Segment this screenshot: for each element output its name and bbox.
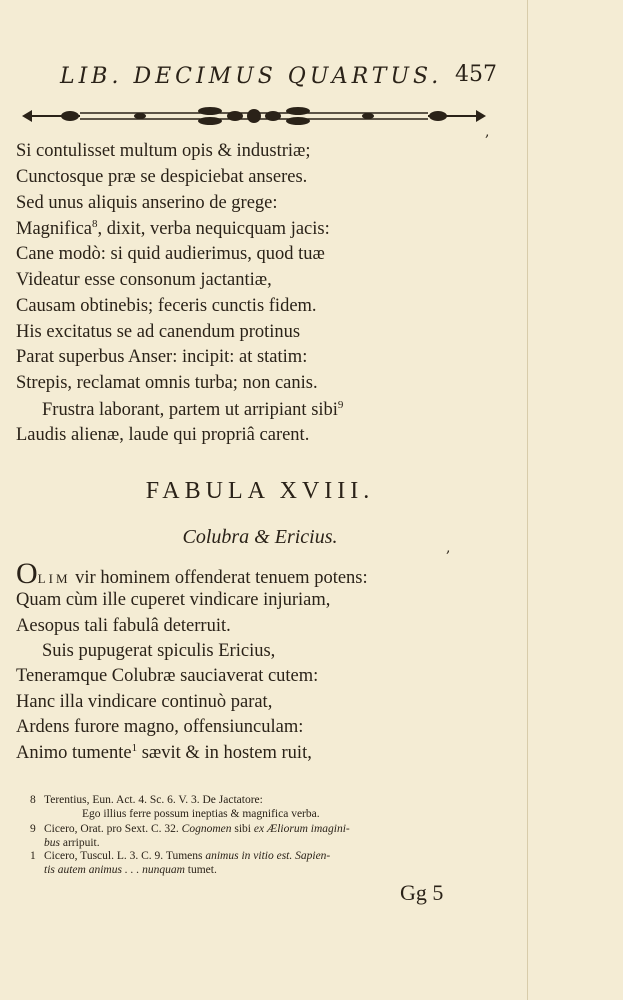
footnote-text: Cicero, Tuscul. L. 3. C. 9. Tumens xyxy=(44,850,206,862)
stray-mark: , xyxy=(446,540,451,556)
verse-text: Parat superbus Anser: incipit: at statim: xyxy=(16,347,308,368)
footnote-text: sibi xyxy=(231,823,254,835)
verse-text: Cane modò: si quid audierimus, quod tuæ xyxy=(16,244,325,265)
small-caps-word: LIM xyxy=(37,571,71,586)
verse-text: , dixit, verba nequicquam jacis: xyxy=(97,219,330,240)
verse-text: Laudis alienæ, laude qui propriâ carent. xyxy=(16,424,310,445)
verse-text: Quam cùm ille cuperet vindicare injuriam, xyxy=(16,590,331,611)
verse-text: Animo tumente xyxy=(16,743,132,764)
footnote-ref: 8 xyxy=(92,218,98,231)
footnote-line xyxy=(82,808,320,820)
footnote-line xyxy=(30,850,330,862)
footnote-number: 8 xyxy=(30,794,36,806)
verse-a-line xyxy=(16,373,318,394)
verse-a-line xyxy=(16,141,310,162)
verse-a-line xyxy=(16,193,278,214)
verse-b-line xyxy=(16,616,231,637)
fable-title: FABULA XVIII. xyxy=(145,478,375,504)
footnote-italic: tis autem animus . . . nunquam xyxy=(44,864,185,876)
footnote-ref: 1 xyxy=(131,742,138,755)
ornament-rule xyxy=(20,100,488,132)
verse-text: Causam obtinebis; feceris cunctis fidem. xyxy=(16,295,317,316)
stray-mark: , xyxy=(485,124,490,140)
footnote-line xyxy=(44,864,217,876)
verse-text: Sed unus aliquis anserino de grege: xyxy=(16,192,278,213)
verse-text: vir hominem offenderat tenuem potens: xyxy=(70,568,368,588)
footnote-number: 1 xyxy=(30,850,36,862)
footnote-italic: ex Æliorum imagini- xyxy=(253,823,350,835)
verse-b-line xyxy=(16,717,303,738)
verse-b-line xyxy=(16,557,368,590)
verse-b-line xyxy=(16,590,330,611)
running-head: LIB. DECIMUS QUARTUS. xyxy=(60,64,443,89)
footnote-line xyxy=(30,823,350,835)
verse-text: His excitatus se ad canendum protinus xyxy=(16,321,301,342)
verse-text: Cunctosque præ se despiciebat anseres. xyxy=(16,166,308,187)
footnote-text: Ego illius ferre possum ineptias & magnifica verba. xyxy=(82,808,320,820)
verse-text: Hanc illa vindicare continuò parat, xyxy=(16,691,273,712)
drop-cap: O xyxy=(16,557,38,590)
footnote-text: tumet. xyxy=(184,864,217,876)
verse-text: Magnifica xyxy=(16,219,93,240)
verse-a-line xyxy=(42,399,343,421)
footnote-text: arripuit. xyxy=(59,837,100,849)
verse-a-line xyxy=(16,322,300,343)
verse-text: sævit & in hostem ruit, xyxy=(137,743,312,764)
verse-text: Strepis, reclamat omnis turba; non canis. xyxy=(16,373,318,394)
footnote-number: 9 xyxy=(30,823,36,835)
page-fold-edge xyxy=(527,0,528,1000)
footnote-italic: bus xyxy=(44,837,60,849)
verse-text: Videatur esse consonum jactantiæ, xyxy=(16,270,272,290)
footnote-line xyxy=(44,837,100,849)
verse-b-line xyxy=(42,641,275,662)
verse-b-line xyxy=(16,692,272,713)
fable-subtitle: Colubra & Ericius. xyxy=(182,526,338,548)
verse-a-line xyxy=(16,347,307,368)
verse-text: Ardens furore magno, offensiunculam: xyxy=(16,716,304,737)
footnote-ref: 9 xyxy=(337,399,344,411)
footnote-text: Terentius, Eun. Act. 4. Sc. 6. V. 3. De Jactatore: xyxy=(44,794,263,806)
verse-text: Frustra laborant, partem ut arripiant sibi xyxy=(42,400,338,421)
verse-a-line xyxy=(16,218,330,240)
signature-mark: Gg 5 xyxy=(400,880,444,905)
footnote-italic: animus in vitio est. Sapien- xyxy=(205,850,331,862)
verse-text: Si contulisset multum opis & industriæ; xyxy=(16,141,311,161)
verse-b-line xyxy=(16,666,318,687)
verse-text: Aesopus tali fabulâ deterruit. xyxy=(16,615,231,636)
verse-a-line xyxy=(16,167,307,188)
footnote-line xyxy=(30,794,263,806)
verse-a-line xyxy=(16,296,317,317)
verse-b-line xyxy=(16,742,312,764)
page-number: 457 xyxy=(455,62,497,87)
footnote-text: Cicero, Orat. pro Sext. C. 32. xyxy=(44,823,182,835)
verse-a-line xyxy=(16,425,309,446)
verse-text: Teneramque Colubræ sauciaverat cutem: xyxy=(16,666,319,687)
footnote-italic: Cognomen xyxy=(181,823,232,835)
verse-text: Suis pupugerat spiculis Ericius, xyxy=(42,640,276,661)
verse-a-line xyxy=(16,244,325,265)
verse-a-line xyxy=(16,270,272,291)
